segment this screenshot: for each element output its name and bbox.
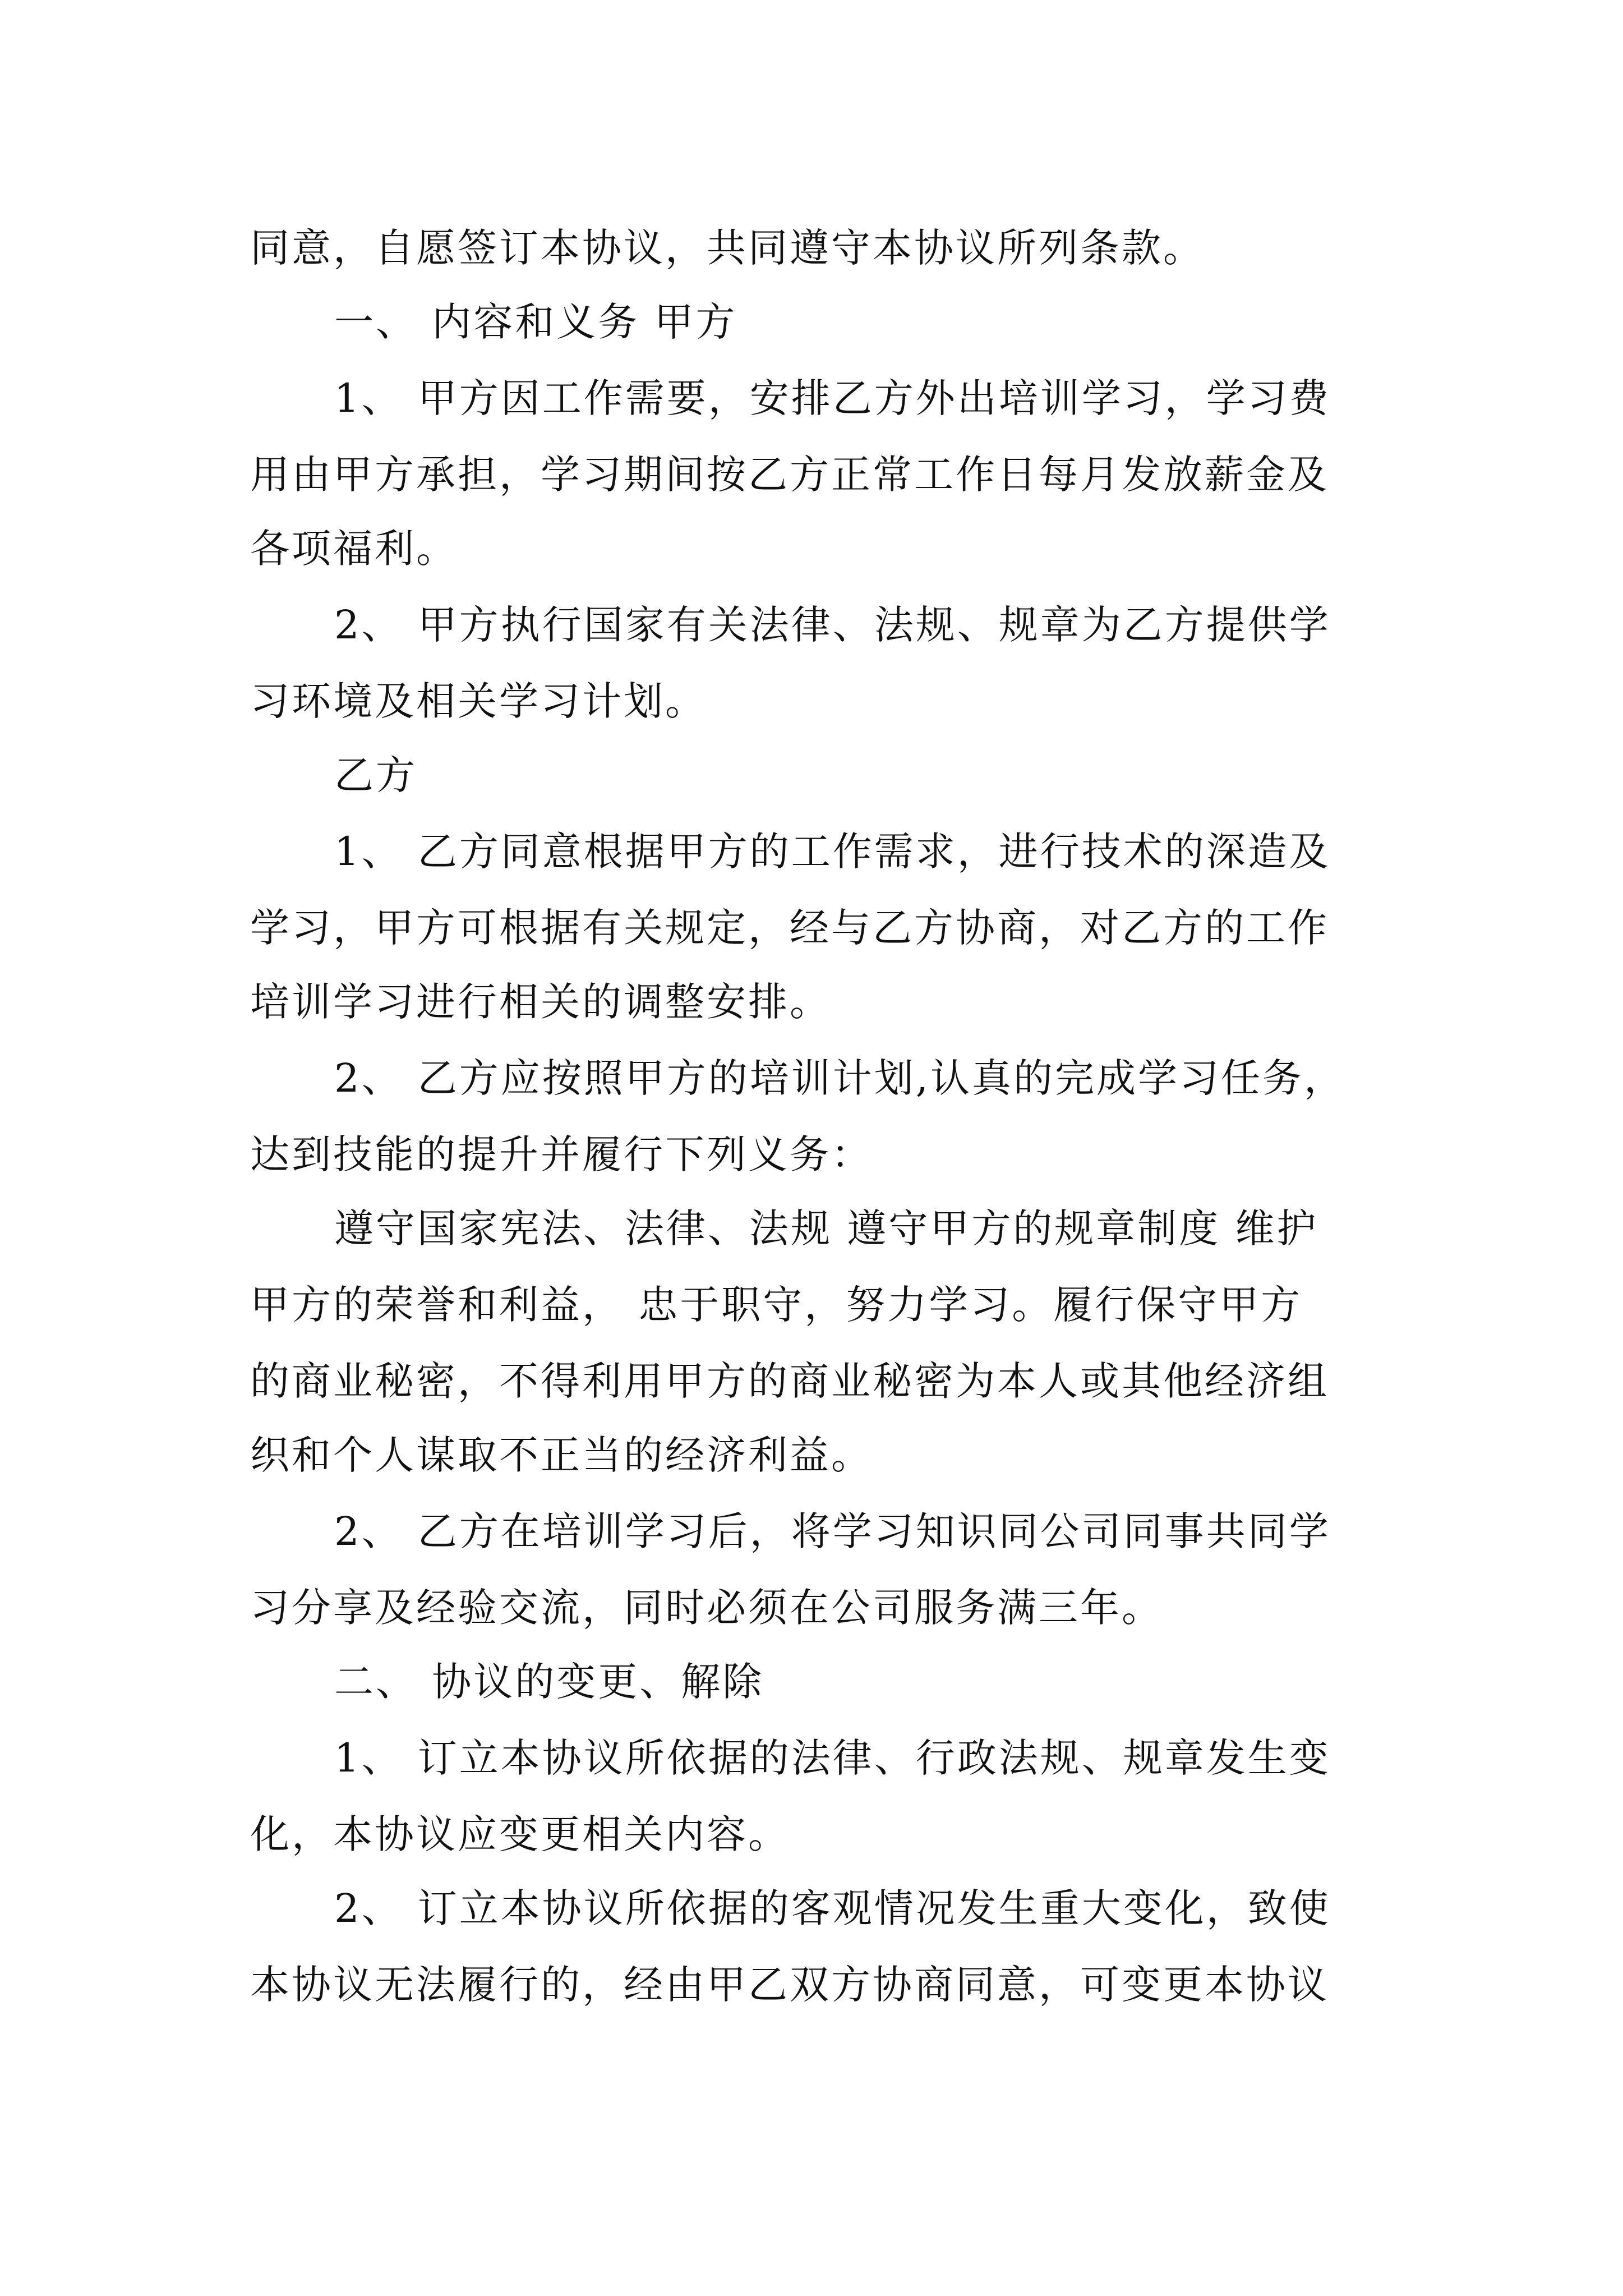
- text-line: 2、 乙方应按照甲方的培训计划,认真的完成学习任务，: [334, 1055, 1346, 1101]
- text-line: 本协议无法履行的，经由甲乙双方协商同意，可变更本协议: [250, 1962, 1329, 2008]
- text-line: 1、 甲方因工作需要，安排乙方外出培训学习，学习费: [334, 375, 1331, 421]
- text-line: 同意，自愿签订本协议，共同遵守本协议所列条款。: [250, 225, 1205, 271]
- text-line: 的商业秘密，不得利用甲方的商业秘密为本人或其他经济组: [250, 1358, 1329, 1404]
- text-line: 二、 协议的变更、解除: [334, 1659, 764, 1705]
- text-line: 学习，甲方可根据有关规定，经与乙方协商，对乙方的工作: [250, 905, 1329, 951]
- text-line: 织和个人谋取不正当的经济利益。: [250, 1432, 873, 1478]
- text-line: 遵守国家宪法、法律、法规 遵守甲方的规章制度 维护: [334, 1205, 1318, 1251]
- text-line: 2、 甲方执行国家有关法律、法规、规章为乙方提供学: [334, 602, 1331, 648]
- text-line: 化，本协议应变更相关内容。: [250, 1811, 790, 1857]
- text-line: 2、 订立本协议所依据的客观情况发生重大变化，致使: [334, 1885, 1331, 1931]
- text-line: 达到技能的提升并履行下列义务：: [250, 1131, 873, 1177]
- text-line: 用由甲方承担，学习期间按乙方正常工作日每月发放薪金及: [250, 452, 1329, 498]
- text-line: 乙方: [334, 752, 417, 798]
- text-line: 2、 乙方在培训学习后，将学习知识同公司同事共同学: [334, 1508, 1331, 1554]
- text-line: 习分享及经验交流，同时必须在公司服务满三年。: [250, 1585, 1163, 1631]
- text-line: 各项福利。: [250, 526, 458, 572]
- text-line: 甲方的荣誉和利益， 忠于职守，努力学习。履行保守甲方: [250, 1282, 1303, 1328]
- text-line: 1、 乙方同意根据甲方的工作需求，进行技术的深造及: [334, 829, 1331, 875]
- text-line: 培训学习进行相关的调整安排。: [250, 979, 831, 1025]
- text-line: 1、 订立本协议所依据的法律、行政法规、规章发生变: [334, 1735, 1331, 1781]
- text-line: 一、 内容和义务 甲方: [334, 299, 737, 345]
- text-line: 习环境及相关学习计划。: [250, 678, 707, 724]
